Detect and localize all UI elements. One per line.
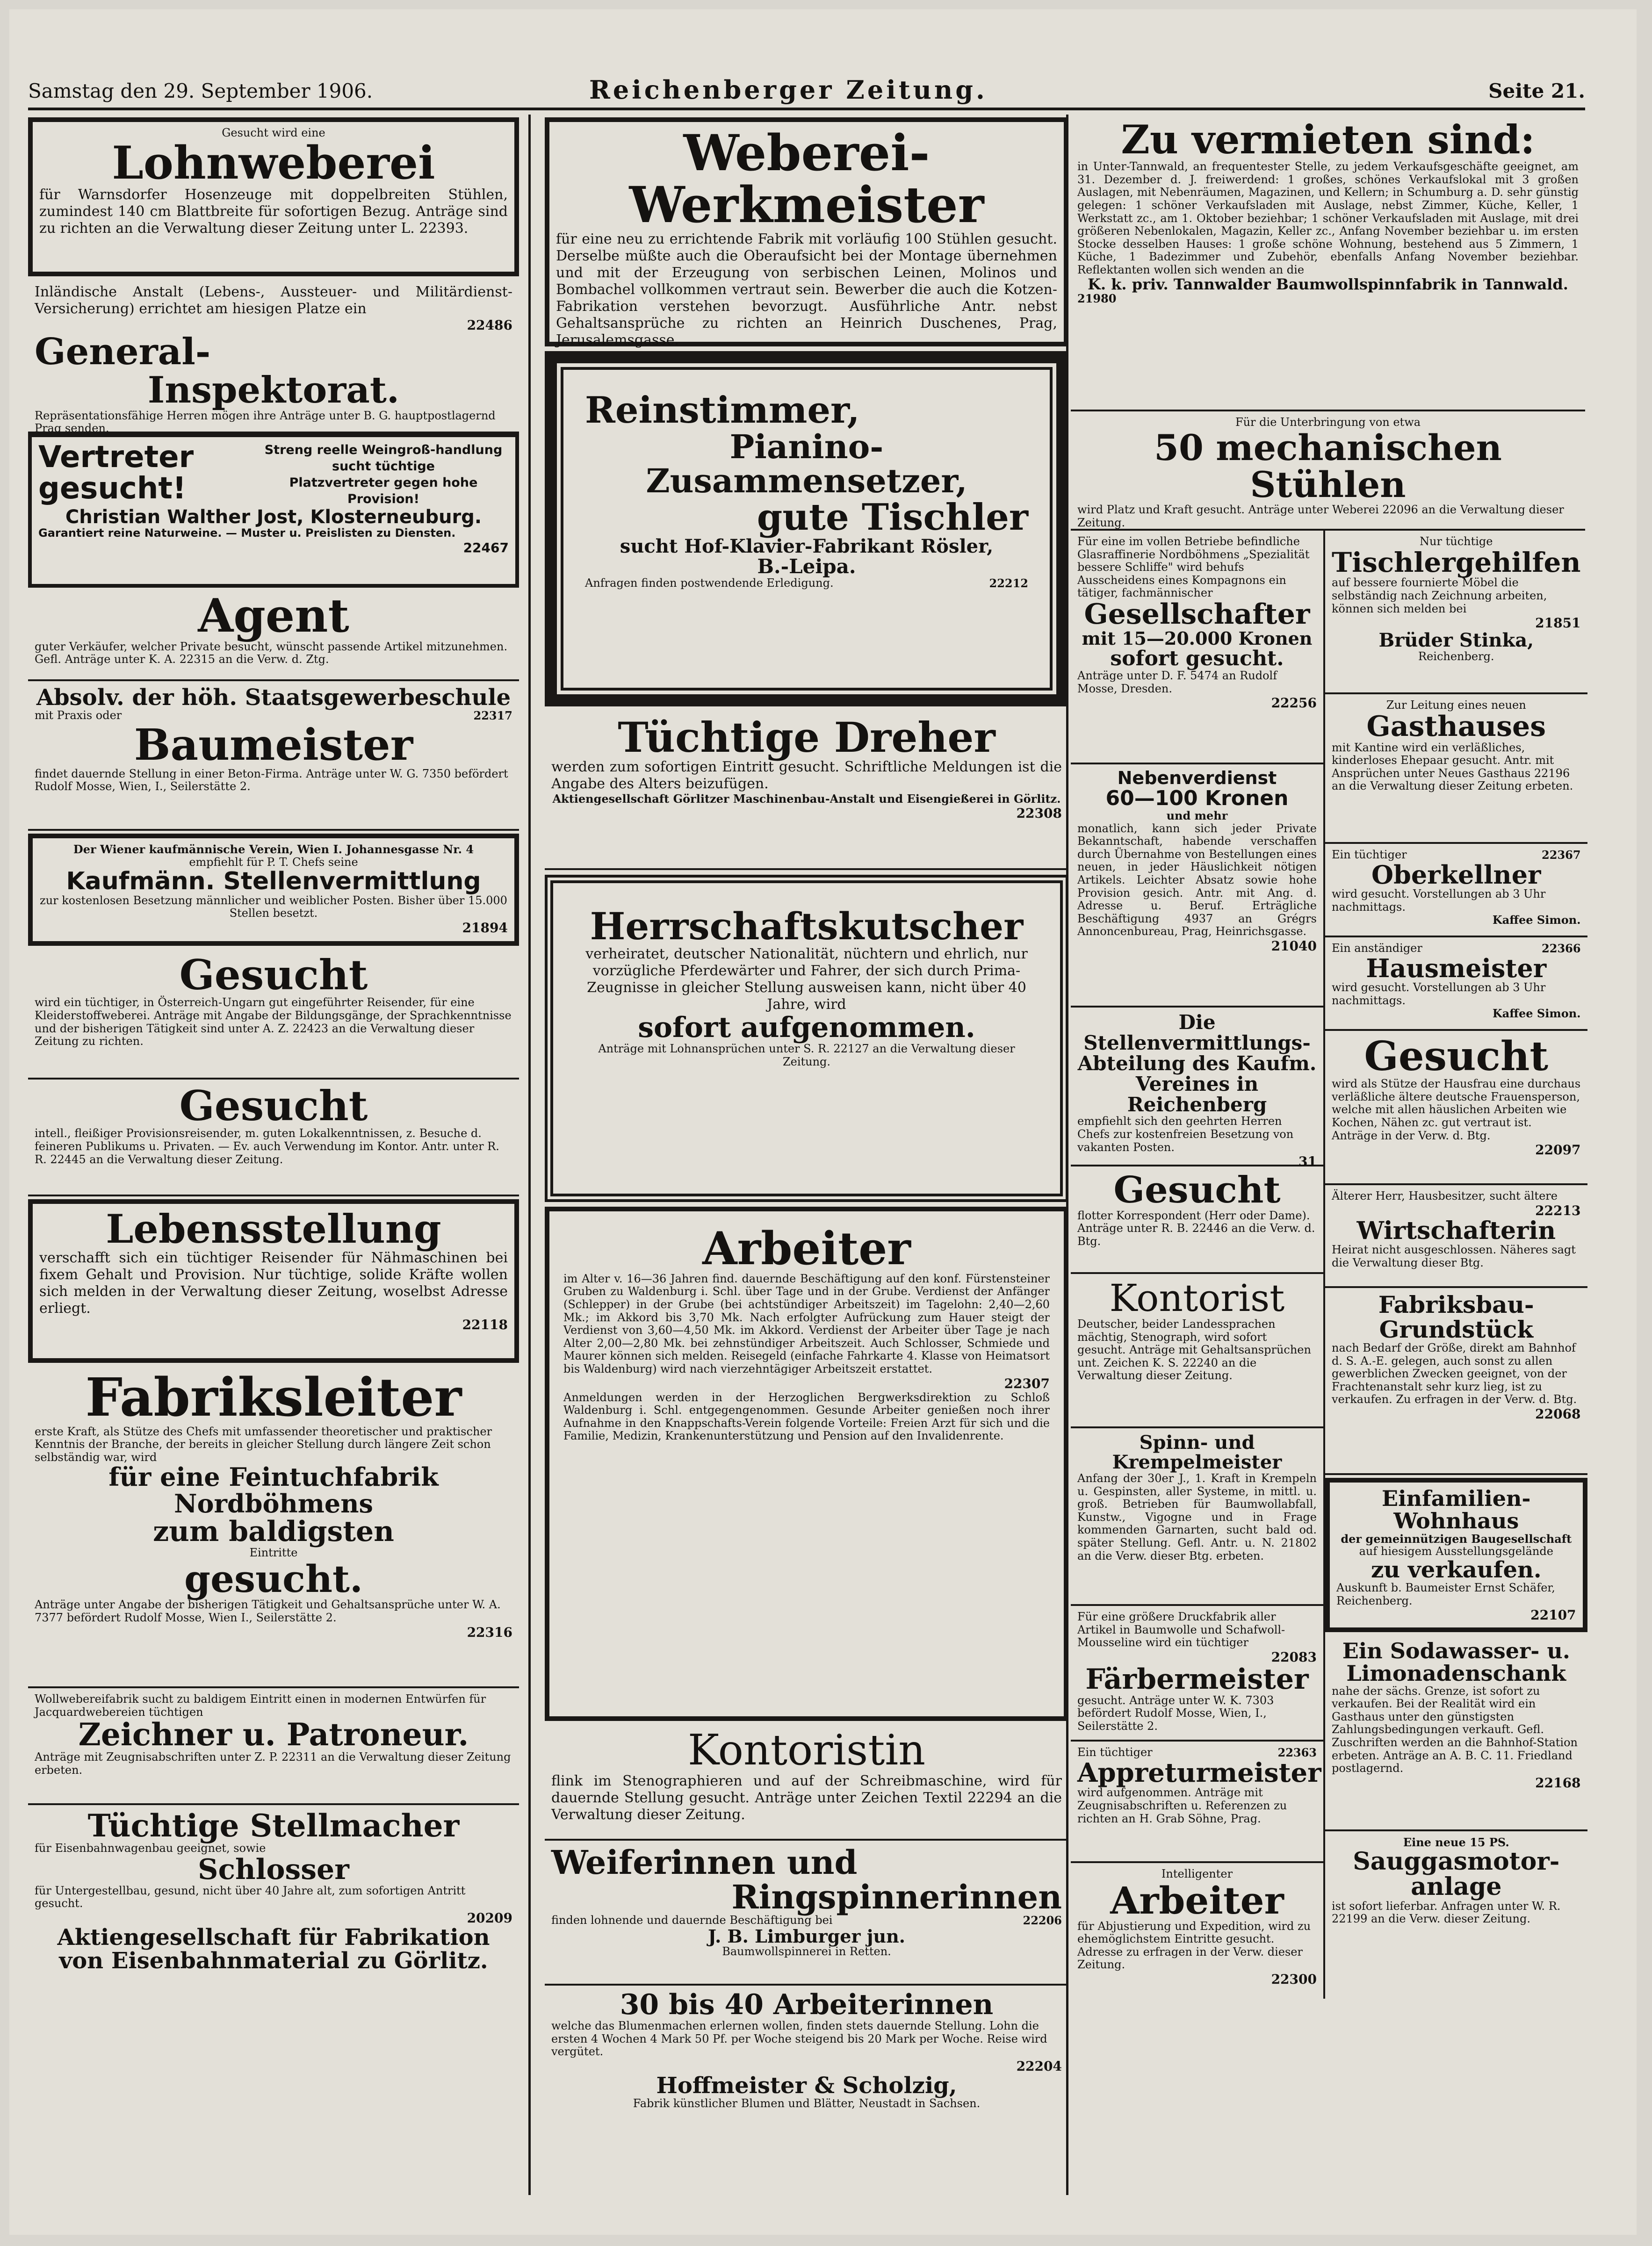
ad-number: 22206 [1023, 1914, 1062, 1927]
ad-body: intell., fleißiger Provisionsreisender, m. guten Lokalkenntnissen, z. Besuche d. feineren Publikums u. Privaten. — Ev. auch Verwendung im Kontor. Antr. unter R. R. 22445 an die Verwaltung dieser Zeitung. [35, 1127, 499, 1166]
ad-headline: 60—100 Kronen [1105, 786, 1289, 810]
ad-place: B.-Leipa. [757, 554, 856, 578]
ad-number: 21040 [1271, 938, 1317, 954]
ad-number: 22300 [1271, 1971, 1317, 1987]
ad-headline: zu verkaufen. [1371, 1556, 1542, 1583]
ad-kicker: Gesucht wird eine [222, 126, 325, 139]
ad-headline: Weberei-Werkmeister [629, 123, 984, 234]
ad-headline: Herrschaftskutscher [590, 904, 1024, 948]
column-rule [528, 115, 531, 2195]
ad-body: flink im Stenographieren und auf der Schreibmaschine, wird für dauernde Stellung gesucht. Anträge unter Zeichen Textil 22294 an die Verwaltung dieser Zeitung. [551, 1772, 1062, 1823]
ad-company: Kaffee Simon. [1492, 913, 1581, 927]
ad-body: verheiratet, deutscher Nationalität, nüchtern und ehrlich, nur vorzügliche Pferdewärter und Fahrer, der sich durch Prima-Zeugnisse in gleicher Stellung ausweisen kann, nicht über 40 Jahre, wird [585, 946, 1028, 1013]
ad-headline: 50 mechanischen Stühlen [1154, 426, 1502, 506]
ad-number: 22097 [1535, 1142, 1581, 1158]
ad-fabriksleiter [28, 1366, 519, 1688]
ad-headline: Oberkellner [1371, 859, 1541, 890]
ad-headline: Absolv. der höh. Staatsgewerbeschule [36, 684, 511, 711]
ad-body: wird ein tüchtiger, in Österreich-Ungarn gut eingeführter Reisender, für eine Kleiderstoffweberei. Anträge mit Angabe der Bildungsgänge, der Sprachkenntnisse und der bisherigen Tätigkeit sind unter A. Z. 22423 an die Verwaltung dieser Zeitung zu richten. [35, 996, 512, 1048]
ad-number: 31 [1299, 1154, 1317, 1170]
ad-body: Anträge unter Angabe der bisherigen Tätigkeit und Gehaltsansprüche unter W. A. 7377 befördert Rudolf Mosse, Wien I., Seilerstätte 2. [35, 1598, 501, 1624]
ad-body: monatlich, kann sich jeder Private Bekanntschaft, habende verschaffen durch Übernahme von Bestellungen eines neuen, in jeder Häuslichkeit nötigen Artikels. Leichter Absatz sowie hohe Provision gesich. Antr. mit Ang. d. Adresse u. Beruf. Erträgliche Beschäftigung 4937 an Grégrs Annoncenbureau, Prag, Heinrichsgasse. [1077, 821, 1317, 938]
ad-headline: Kontoristin [687, 1726, 926, 1775]
ad-intro: Wollwebereifabrik sucht zu baldigem Eintritt einen in modernen Entwürfen für Jacquardwebereien tüchtigen [35, 1692, 486, 1719]
ad-subline: Provision! [347, 492, 419, 507]
ad-headline: Vertreter gesucht! [38, 440, 194, 506]
ad-headline: Tüchtige Dreher [618, 713, 996, 762]
ad-klavier [545, 348, 1068, 706]
ad-number: 22256 [1271, 695, 1317, 711]
ad-headline: Agent [198, 589, 349, 643]
ad-headline: Gesellschafter [1084, 597, 1310, 631]
ad-headline: Zeichner u. Patroneur. [78, 1716, 469, 1753]
ad-body: für Untergestellbau, gesund, nicht über 40 Jahre alt, zum sofortigen Antritt gesucht. [35, 1884, 466, 1910]
ad-lebensstellung [28, 1199, 519, 1363]
masthead [28, 75, 1585, 110]
ad-headline: Tischlergehilfen [1332, 546, 1581, 578]
ad-wirtschafterin [1325, 1185, 1587, 1288]
ad-number: 22213 [1535, 1202, 1581, 1218]
ad-zeichner [28, 1688, 519, 1805]
ad-body: in Unter-Tannwald, an frequentester Stelle, zu jedem Verkaufsgeschäfte geeignet, am 31. Dezember d. J. freiwerdend: 1 großes, schönes Verkaufslokal mit 3 großen Auslagen, mit Nebenräumen, Magazinen, und Kellern; in Schumburg a. D. sehr günstig gelegen: 1 schöner Verkaufsladen mit Auslage, nebst Zimmer, Küche, Keller, 1 Werkstatt zc., am 1. Oktober beziehbar; 1 schöner Verkaufsladen mit Auslage, mit drei größeren Nebenlokalen, Magazin, Keller zc., Anfang November beziehbar u. im ersten Stocke desselben Hauses: 1 große schöne Wohnung, bestehend aus 5 Zimmern, 1 Küche, 1 Badezimmer und Zubehör, ebenfalls Anfang November beziehbar. Reflektanten wollen sich wenden an die [1077, 160, 1579, 276]
ad-gesucht-provision [28, 1080, 519, 1196]
ad-headline: Die Stellenvermittlungs-Abteilung des Kaufm. Vereines in Reichenberg [1077, 1011, 1317, 1116]
ad-headline: für eine Feintuchfabrik Nordböhmens [108, 1462, 439, 1519]
ad-intro: Zur Leitung eines neuen [1386, 698, 1526, 712]
ad-weberei-werkmeister [545, 117, 1068, 364]
ad-headline: Ringspinnerinnen [731, 1877, 1062, 1916]
ad-number: 22467 [463, 540, 509, 555]
ad-body: wird als Stütze der Hausfrau eine durchaus verläßliche ältere deutsche Frauensperson, welche mit allen häuslichen Arbeiten wie Kochen, Nähen zc. gut vertraut ist. Anträge in der Verw. d. Btg. [1332, 1077, 1581, 1142]
ad-company: Hoffmeister & Scholzig, [656, 2072, 957, 2099]
ad-subline: der gemeinnützigen Baugesellschaft [1341, 1532, 1572, 1546]
ad-body: guter Verkäufer, welcher Private besucht, wünscht passende Artikel mitzunehmen. Gefl. Anträge unter K. A. 22315 an die Verw. d. Ztg. [35, 640, 508, 666]
ad-number: 22316 [467, 1624, 512, 1640]
row-split-1 [1071, 531, 1585, 1999]
ad-number: 21980 [1077, 292, 1117, 306]
issue-date: Samstag den 29. September 1906. [28, 79, 373, 102]
ad-gesucht-korrespondent [1071, 1166, 1323, 1274]
ad-headline: Gesucht [179, 950, 368, 999]
ad-headline: gute Tischler [757, 496, 1028, 539]
ad-body: ist sofort lieferbar. Anfragen unter W. R. 22199 an die Verw. dieser Zeitung. [1332, 1899, 1561, 1926]
ad-number: 20209 [467, 1910, 512, 1926]
ad-intro: Älterer Herr, Hausbesitzer, sucht ältere [1332, 1189, 1558, 1202]
ad-subline: Streng reelle Weingroß-handlung sucht tüchtige [264, 443, 503, 474]
ad-headline: 30 bis 40 Arbeiterinnen [620, 1988, 994, 2021]
ad-herrschaftskutscher [545, 875, 1068, 1202]
ad-headline: Kaufmänn. Stellenvermittlung [66, 867, 481, 896]
ad-number: 22118 [462, 1317, 508, 1333]
ad-intro: Für die Unterbringung von etwa [1235, 416, 1421, 429]
ad-intro: Der Wiener kaufmännische Verein, Wien I. Johannesgasse Nr. 4 [73, 842, 474, 856]
ad-body: welche das Blumenmachen erlernen wollen, finden stets dauernde Stellung. Lohn die ersten 4 Wochen 4 Mark 50 Pf. per Woche steigend bis 20 Mark per Woche. Reise wird vergütet. [551, 2019, 1047, 2059]
ad-number: 22307 [1004, 1375, 1050, 1391]
ad-body: wird gesucht. Vorstellungen ab 3 Uhr nachmittags. [1332, 887, 1546, 914]
ad-dreher [545, 711, 1068, 870]
ad-footer: Fabrik künstlicher Blumen und Blätter, Neustadt in Sachsen. [633, 2097, 981, 2110]
ad-body: wird gesucht. Vorstellungen ab 3 Uhr nachmittags. [1332, 981, 1546, 1007]
ad-arbeiter-gruben [545, 1207, 1068, 1721]
ad-place: Baumwollspinnerei in Retten. [722, 1945, 891, 1958]
ad-headline: Arbeiter [1110, 1878, 1284, 1922]
ad-headline: sofort aufgenommen. [638, 1011, 975, 1044]
ad-body: für eine neu zu errichtende Fabrik mit vorläufig 100 Stühlen gesucht. Derselbe müßte auch die Oberaufsicht bei der Montage übernehmen und mit der Erzeugung von serbischen Leinen, Molinos und Bombachel vollkommen vertraut sein. Bewerber die auch die Kotzen-Fabrikation verstehen bevorzugt. Ausführliche Antr. nebst Gehaltsansprüche zu richten an Heinrich Duschenes, Prag, Jerusalemsgasse. [556, 230, 1057, 348]
ad-sauggasmotor [1325, 1831, 1587, 1981]
ad-headline: Pianino-Zusammensetzer, [646, 427, 967, 501]
ad-number: 21894 [462, 920, 508, 936]
ad-company: K. k. priv. Tannwalder Baumwollspinnfabrik in Tannwald. [1088, 275, 1568, 293]
ad-faerbermeister [1071, 1606, 1323, 1742]
ad-body: auf hiesigem Ausstellungsgelände [1359, 1545, 1553, 1558]
ad-stellenvermittlung [1071, 1008, 1323, 1170]
ad-gasthaus [1325, 694, 1587, 844]
ad-body: finden lohnende und dauernde Beschäftigung bei [551, 1914, 833, 1927]
ad-headline: Appreturmeister [1077, 1757, 1321, 1788]
ad-body: im Alter v. 16—36 Jahren find. dauernde Beschäftigung auf den konf. Fürstensteiner Gruben zu Waldenburg i. Schl. über Tage und in der Grube. Verdienst der Anfänger (Schlepper) in der Grube (bei achtstündiger Arbeitszeit) im Tagelohn: 2,40—2,60 Mk.; im Akkord bis 3,70 Mk. Nach erfolgter Aufrückung zum Hauer steigt der Verdienst von 3,60—4,50 Mk. im Akkord. Verdienst der Arbeiter über Tage je nach Alter 2,00—2,80 Mk. bei zehnstündiger Arbeitszeit. Auch Schlosser, Schmiede und Maurer können sich melden. Reisegeld (einfache Fahrkarte 4. Klasse von Heimatsort bis Waldenburg) wird nach vierzehntägiger Arbeitszeit erstattet. [563, 1272, 1050, 1375]
column-1 [28, 115, 519, 2218]
ad-gesucht-hausfrau [1325, 1031, 1587, 1185]
ad-number: 22367 [1542, 848, 1581, 862]
ad-company: Aktiengesellschaft für Fabrikation von Eisenbahnmaterial zu Görlitz. [57, 1924, 490, 1974]
ad-number: 22068 [1535, 1406, 1581, 1422]
ad-general-inspektorat [28, 279, 519, 433]
ad-vertreter [28, 433, 519, 588]
ad-intro: Ein tüchtiger [1077, 1746, 1153, 1759]
ad-nebenverdienst [1071, 764, 1323, 1008]
ad-headline: Gesucht [1364, 1033, 1549, 1080]
ad-number: 21851 [1535, 615, 1581, 631]
ad-intro: mit Praxis oder [35, 709, 122, 722]
ad-number: 22317 [473, 709, 512, 723]
ad-headline: Spinn- und Krempelmeister [1112, 1432, 1282, 1473]
ad-subline: Eintritte [249, 1546, 298, 1559]
ad-company: Aktiengesellschaft Görlitzer Maschinenbau-Anstalt und Eisengießerei in Görlitz. [552, 792, 1061, 806]
ad-headline: Schlosser [198, 1853, 349, 1886]
ad-headline: Inspektorat. [147, 368, 400, 411]
ad-body: werden zum sofortigen Eintritt gesucht. Schriftliche Meldungen ist die Angabe des Alters beizufügen. [551, 759, 1062, 792]
ad-body: flotter Korrespondent (Herr oder Dame). Anträge unter R. B. 22446 an die Verw. d. Btg. [1077, 1209, 1315, 1248]
ad-intro: Inländische Anstalt (Lebens-, Aussteuer- und Militärdienst-Versicherung) errichtet am hiesigen Platze ein [35, 284, 512, 317]
ad-stellmacher [28, 1805, 519, 2001]
ad-headline: Lebensstellung [106, 1206, 441, 1252]
ad-body: auf bessere fournierte Möbel die selbständig nach Zeichnung arbeiten, können sich melden bei [1332, 576, 1547, 615]
ad-headline: Sauggasmotor-anlage [1353, 1847, 1560, 1901]
newspaper-page [9, 9, 1637, 2235]
newspaper-title: Reichenberger Zeitung. [589, 75, 988, 105]
ad-footer: Anträge unter D. F. 5474 an Rudolf Mosse, Dresden. [1077, 669, 1277, 695]
ad-headline: Reinstimmer, [585, 389, 860, 432]
ad-body: wird Platz und Kraft gesucht. Anträge unter Weberei 22096 an die Verwaltung dieser Zeitung. [1077, 503, 1564, 529]
ad-footer: gesucht. Anträge unter W. K. 7303 befördert Rudolf Mosse, Wien, I., Seilerstätte 2. [1077, 1693, 1274, 1733]
ad-intro: Eine neue 15 PS. [1403, 1836, 1509, 1849]
ad-body: empfiehlt sich den geehrten Herren Chefs zur kostenfreien Besetzung von vakanten Posten. [1077, 1115, 1294, 1154]
page-number: Seite 21. [1488, 79, 1585, 102]
ad-body: Repräsentationsfähige Herren mögen ihre Anträge unter B. G. hauptpostlagernd Prag senden. [35, 409, 496, 435]
ad-body: Für eine größere Druckfabrik aller Artikel in Baumwolle und Schafwoll-Mousseline wird ein tüchtiger [1077, 1610, 1285, 1649]
ad-body: wird aufgenommen. Anträge mit Zeugnisabschriften u. Referenzen zu richten an H. Grab Söhne, Prag. [1077, 1786, 1287, 1825]
ad-number: 22308 [1016, 805, 1062, 821]
ad-headline: Tüchtige Stellmacher [87, 1807, 460, 1844]
ad-headline: Nebenverdienst [1117, 768, 1277, 788]
ad-body: Anträge mit Zeugnisabschriften unter Z. P. 22311 an die Verwaltung dieser Zeitung erbeten. [35, 1750, 511, 1777]
ad-headline: Arbeiter [702, 1222, 911, 1275]
ad-intro: Ein tüchtiger [1332, 848, 1407, 861]
ad-number: 22241 [1011, 348, 1057, 364]
ad-body: für Abjustierung und Expedition, wird zu ehemöglichstem Eintritte gesucht. Adresse zu erfragen in der Verw. dieser Zeitung. [1077, 1919, 1311, 1972]
ad-headline: Gesucht [1113, 1169, 1281, 1211]
ad-grundstueck [1325, 1288, 1587, 1475]
ad-headline: Baumeister [134, 719, 413, 770]
ad-stuehle [1071, 411, 1585, 531]
subcol-left [1071, 531, 1325, 1999]
ad-headline: Hausmeister [1366, 953, 1547, 983]
ad-number: 22168 [1535, 1775, 1581, 1791]
ad-headline: Weiferinnen und [551, 1843, 858, 1882]
ad-number: 22366 [1542, 942, 1581, 955]
ad-headline: gesucht. [184, 1557, 363, 1601]
ad-number: 22212 [989, 576, 1028, 590]
ad-appreturmeister [1071, 1742, 1323, 1863]
ad-headline: Fabriksbau-Grundstück [1378, 1291, 1534, 1343]
ad-einfamilien-wohnhaus [1325, 1478, 1587, 1632]
ad-body: Anmeldungen werden in der Herzoglichen Bergwerksdirektion zu Schloß Waldenburg i. Schl. entgegengenommen. Gesunde Arbeiter genießen noch ihrer Aufnahme in den Knappschafts-Verein folgende Vorteile: Freien Arzt für sich und die Familie, Medizin, Krankenunterstützung und Pension auf den Invalidenrente. [563, 1390, 1050, 1443]
ad-agent [28, 588, 519, 681]
ad-subline: sofort gesucht. [1110, 646, 1284, 670]
ad-body: nach Bedarf der Größe, direkt am Bahnhof d. S. A.-E. gelegen, auch sonst zu allen gewerblichen Zwecken geeignet, von der Frachtenanstalt sehr kurz lieg, ist zu verkaufen. Zu erfragen in der Verw. d. Btg. [1332, 1341, 1577, 1406]
ad-intro: Nur tüchtige [1420, 535, 1493, 548]
ad-body: nahe der sächs. Grenze, ist sofort zu verkaufen. Bei der Realität wird ein Gasthaus unter den günstigsten Zahlungsbedingungen verkauft. Gefl. Zuschriften werden an die Bahnhof-Station erbeten. Anträge an A. B. C. 11. Friedland postlagernd. [1332, 1684, 1578, 1775]
ad-kontoristin [545, 1724, 1068, 1841]
ad-headline: Gesucht [179, 1081, 368, 1130]
ad-oberkellner [1325, 844, 1587, 937]
ad-gesucht-reisender [28, 949, 519, 1080]
ad-body: Heirat nicht ausgeschlossen. Näheres sagt die Verwaltung dieser Btg. [1332, 1243, 1576, 1269]
ad-headline: Wirtschafterin [1356, 1216, 1556, 1245]
ad-number: 22083 [1271, 1649, 1317, 1665]
ad-body: verschafft sich ein tüchtiger Reisender für Nähmaschinen bei fixem Gehalt und Provision. Nur tüchtige, solide Kräfte wollen sich melden in der Verwaltung dieser Zeitung, woselbst Adresse erliegt. [39, 1250, 508, 1317]
ad-headline: Zu vermieten sind: [1121, 116, 1535, 163]
ad-baumeister [28, 681, 519, 831]
ad-body: Für eine im vollen Betriebe befindliche Glasraffinerie Nordböhmens „Spezialität bessere Schliffe" wird behufs Ausscheidens eines Kompagnons ein tätiger, fachmännischer [1077, 535, 1310, 600]
ad-number: 22363 [1277, 1746, 1317, 1759]
ad-body: erste Kraft, als Stütze des Chefs mit umfassender theoretischer und praktischer Kenntnis der Branche, der bereits in gleicher Stellung durch längere Zeit schon selbständig war, wird [35, 1425, 492, 1464]
ad-intro: Intelligenter [1161, 1867, 1233, 1880]
ad-headline: Fabriksleiter [85, 1367, 462, 1428]
subcol-right [1325, 531, 1587, 1999]
ad-company: sucht Hof-Klavier-Fabrikant Rösler, [620, 535, 994, 557]
ad-headline: zum baldigsten [153, 1515, 394, 1548]
column-2 [545, 115, 1068, 2218]
ad-company: Christian Walther Jost, Klosterneuburg. [65, 506, 482, 528]
ad-headline: Gasthauses [1366, 710, 1546, 743]
ad-body: Deutscher, beider Landessprachen mächtig, Stenograph, wird sofort gesucht. Anträge mit Gehaltsansprüchen unt. Zeichen K. S. 22240 an die Verwaltung dieser Zeitung. [1077, 1317, 1311, 1382]
ad-footer: Anfragen finden postwendende Erledigung. [585, 576, 834, 590]
ad-gesellschafter [1071, 531, 1323, 764]
ad-body: mit Kantine wird ein verläßliches, kinderloses Ehepaar gesucht. Antr. mit Ansprüchen unter Neues Gasthaus 22196 an die Verwaltung dieser Zeitung erbeten. [1332, 741, 1573, 793]
ad-number: 22107 [1530, 1607, 1576, 1623]
ad-headline: Färbermeister [1085, 1663, 1309, 1696]
ad-footer: Anträge mit Lohnansprüchen unter S. R. 22127 an die Verwaltung dieser Zeitung. [598, 1042, 1015, 1068]
column-3 [1071, 115, 1585, 2218]
ad-spinnmeister [1071, 1428, 1323, 1606]
ad-hausmeister [1325, 937, 1587, 1031]
ad-company: J. B. Limburger jun. [708, 1925, 905, 1947]
ad-kontorist [1071, 1274, 1323, 1428]
ad-intro: Ein anständiger [1332, 942, 1422, 955]
ad-kaufmann [28, 834, 519, 946]
ad-headline: Lohnweberei [112, 136, 435, 189]
ad-weiferinnen [545, 1841, 1068, 1986]
ad-sodawasser [1325, 1635, 1587, 1831]
ad-arbeiterinnen [545, 1986, 1068, 2126]
ad-body: Anfang der 30er J., 1. Kraft in Krempeln u. Gespinsten, aller Systeme, in mittl. u. groß. Betrieben für Baumwollabfall, Kunstw., Vigogne und in Frage kommenden Garnarten, sucht bald od. später Stellung. Gefl. Antr. u. N. 21802 an die Verw. dieser Btg. erbeten. [1077, 1472, 1317, 1562]
ad-body: für Warnsdorfer Hosenzeuge mit doppelbreiten Stühlen, zumindest 140 cm Blattbreite für sofortigen Bezug. Anträge sind zu richten an die Verwaltung dieser Zeitung unter L. 22393. [39, 187, 508, 237]
ad-footer: Auskunft b. Baumeister Ernst Schäfer, Reichenberg. [1336, 1581, 1555, 1607]
ad-company: Brüder Stinka, [1378, 629, 1534, 652]
ad-company: Kaffee Simon. [1492, 1007, 1581, 1021]
ad-number: 22204 [1016, 2058, 1062, 2074]
ad-subline: mit 15—20.000 Kronen [1082, 627, 1313, 649]
ad-subline: für Eisenbahnwagenbau geeignet, sowie [35, 1842, 266, 1855]
ad-headline: General- [35, 331, 211, 373]
ad-subline: Platzvertreter gegen hohe [289, 475, 478, 490]
ad-footer: Garantiert reine Naturweine. — Muster u. Preislisten zu Diensten. [38, 526, 456, 540]
ad-number: 22486 [467, 317, 512, 333]
ad-headline: Kontorist [1109, 1276, 1285, 1320]
ad-subline: und mehr [1166, 809, 1228, 823]
ad-lohnweberei [28, 117, 519, 276]
ad-body: findet dauernde Stellung in einer Beton-Firma. Anträge unter W. G. 7350 befördert Rudolf Mosse, Wien, I., Seilerstätte 2. [35, 767, 508, 793]
ad-headline: Einfamilien-Wohnhaus [1382, 1486, 1531, 1534]
ad-body: zur kostenlosen Besetzung männlicher und weiblicher Posten. Bisher über 15.000 Stellen besetzt. [40, 893, 507, 920]
ad-tischlergehilfen [1325, 531, 1587, 694]
ad-place: Reichenberg. [1418, 650, 1494, 663]
ad-intro: empfiehlt für P. T. Chefs seine [189, 855, 358, 869]
ad-arbeiter-expedition [1071, 1863, 1323, 1999]
ad-zu-vermieten [1071, 115, 1585, 411]
ad-headline: Ein Sodawasser- u. Limonadenschank [1342, 1638, 1570, 1686]
